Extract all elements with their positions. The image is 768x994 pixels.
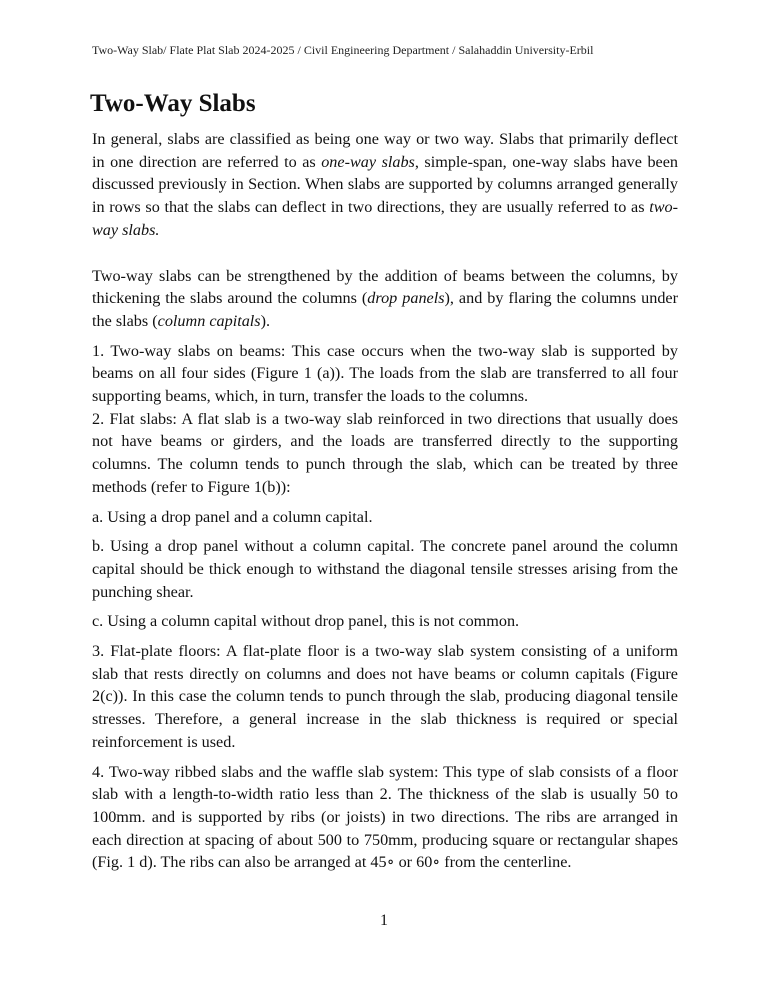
page-header: Two-Way Slab/ Flate Plat Slab 2024-2025 / Civil Engineering Department / Salahaddin University-Erbil — [92, 43, 594, 57]
list-item-method-b: b. Using a drop panel without a column capital. The concrete panel around the column capital should be thick enough to withstand the diagonal tensile stresses arising from the punching shear. — [92, 537, 678, 601]
paragraph-text: Two-way slabs can be strengthened by the addition of beams between the columns, by thickening the slabs around the columns ( — [92, 266, 678, 308]
list-item-flat-slabs: 2. Flat slabs: A flat slab is a two-way slab reinforced in two directions that usually does not have beams or girders, and the loads are transferred directly to the supporting columns. The column tends to punch through the slab, which can be treated by three methods (refer to Figure 1(b)): — [92, 409, 678, 496]
list-item-flat-plate: 3. Flat-plate floors: A flat-plate floor is a two-way slab system consisting of a uniform slab that rests directly on columns and does not have beams or column capitals (Figure 2(c)). In this case the column tends to punch through the slab, producing diagonal tensile stresses. Therefore, a general increase in the slab thickness is required or special reinforcement is used. — [92, 642, 678, 751]
list-item-ribbed-slabs: 4. Two-way ribbed slabs and the waffle slab system: This type of slab consists of a floor slab with a length-to-width ratio less than 2. The thickness of the slab is usually 50 to 100mm. and is supported by ribs (or joists) in two directions. The ribs are arranged in each direction at spacing of about 500 to 750mm, producing square or rectangular shapes (Fig. 1 d). The ribs can also be arranged at 45∘ or 60∘ from the centerline. — [92, 762, 678, 872]
page-title: Two-Way Slabs — [90, 90, 256, 117]
paragraph-text: , simple-span, one-way slabs have been discussed previously in Section. When slabs are supported by columns arranged generally in rows so that the slabs can deflect in two directions, they are usually referred to as — [92, 152, 679, 217]
paragraph-strengthening — [92, 265, 678, 333]
paragraph-slab-types — [92, 340, 678, 499]
list-item-method-a: a. Using a drop panel and a column capital. — [92, 507, 373, 526]
document-body — [92, 128, 678, 881]
paragraph-text: ), and by flaring the columns under the slabs ( — [92, 289, 678, 330]
paragraph-text: In general, slabs are classified as being one way or two way. Slabs that primarily deflect in one direction are referred to as — [92, 130, 678, 171]
emphasis-two-way-slabs: two-way slabs. — [92, 198, 678, 239]
emphasis-one-way-slabs: one-way slabs — [321, 152, 415, 171]
list-item-beams: 1. Two-way slabs on beams: This case occurs when the two-way slab is supported by beams on all four sides (Figure 1 (a)). The loads from the slab are transferred to all four supporting beams, which, in turn, transfer the loads to the columns. — [92, 341, 678, 406]
emphasis-drop-panels: drop panels — [367, 289, 445, 308]
paragraph-text: ). — [260, 311, 271, 330]
emphasis-column-capitals: column capitals — [157, 311, 261, 330]
list-item-method-c: c. Using a column capital without drop panel, this is not common. — [92, 612, 520, 631]
page-number: 1 — [380, 912, 388, 929]
paragraph-intro — [92, 128, 678, 242]
